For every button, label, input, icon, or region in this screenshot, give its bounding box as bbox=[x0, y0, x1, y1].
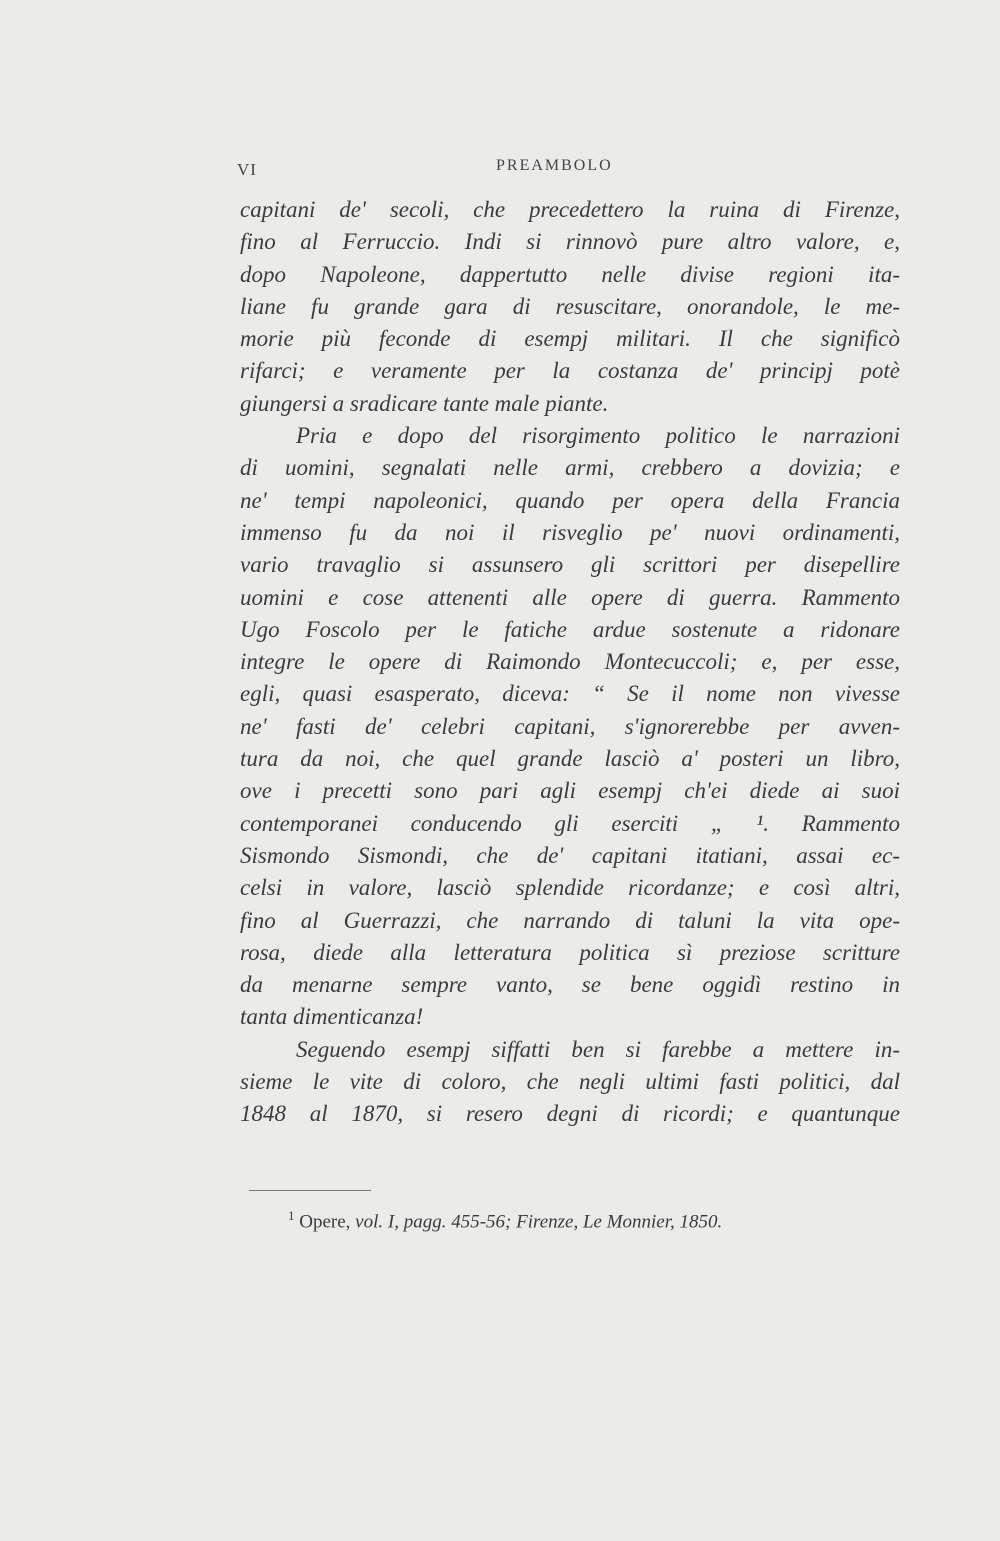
footnote-mark: 1 bbox=[288, 1208, 295, 1223]
text-line: liane fu grande gara di resuscitare, onorandole, le me- bbox=[240, 293, 900, 319]
text-line: capitani de' secoli, che precedettero la ruina di Firenze, bbox=[240, 197, 900, 222]
text-line: ne' tempi napoleonici, quando per opera della Francia bbox=[240, 487, 900, 513]
text-line: morie più feconde di esempj militari. Il che significò bbox=[240, 326, 900, 352]
text-line: 1848 al 1870, si resero degni di ricordi; e quantunque bbox=[240, 1101, 900, 1127]
text-line: contemporanei conducendo gli eserciti „ ¹. Rammento bbox=[240, 810, 900, 836]
footnote-citation: vol. I, pagg. 455-56; Firenze, Le Monnier, 1850. bbox=[350, 1211, 723, 1233]
body-text bbox=[240, 194, 900, 1131]
text-line: sieme le vite di coloro, che negli ultimi fasti politici, dal bbox=[240, 1069, 900, 1095]
text-line: uomini e cose attenenti alle opere di guerra. Rammento bbox=[240, 584, 900, 610]
text-line: Seguendo esempj siffatti ben si farebbe a mettere in- bbox=[296, 1036, 900, 1062]
text-line: tanta dimenticanza! bbox=[240, 1004, 424, 1030]
text-line: integre le opere di Raimondo Montecuccoli; e, per esse, bbox=[240, 649, 900, 675]
text-line: fino al Guerrazzi, che narrando di taluni la vita ope- bbox=[240, 907, 900, 933]
footnote-divider bbox=[249, 1190, 371, 1191]
text-line: tura da noi, che quel grande lasciò a' posteri un libro, bbox=[240, 746, 900, 772]
text-line: da menarne sempre vanto, se bene oggidì restino in bbox=[240, 972, 900, 998]
text-line: immenso fu da noi il risveglio pe' nuovi ordinamenti, bbox=[240, 519, 900, 545]
text-line: vario travaglio si assunsero gli scrittori per disepellire bbox=[240, 552, 900, 578]
text-line: celsi in valore, lasciò splendide ricordanze; e così altri, bbox=[240, 875, 900, 901]
text-line: dopo Napoleone, dappertutto nelle divise regioni ita- bbox=[240, 261, 900, 287]
running-head: PREAMBOLO bbox=[496, 157, 613, 174]
text-line: egli, quasi esasperato, diceva: “ Se il nome non vivesse bbox=[240, 681, 900, 707]
text-line: Pria e dopo del risorgimento politico le narrazioni bbox=[296, 423, 900, 449]
text-line: di uomini, segnalati nelle armi, crebbero a dovizia; e bbox=[240, 455, 900, 481]
text-line: Sismondo Sismondi, che de' capitani itatiani, assai ec- bbox=[240, 842, 900, 868]
page-number: VI bbox=[237, 160, 257, 179]
text-line: rifarci; e veramente per la costanza de' principj potè bbox=[240, 358, 900, 384]
text-line: giungersi a sradicare tante male piante. bbox=[240, 390, 609, 416]
text-line: Ugo Foscolo per le fatiche ardue sostenute a ridonare bbox=[240, 616, 900, 642]
text-line: ne' fasti de' celebri capitani, s'ignorerebbe per avven- bbox=[240, 713, 900, 739]
text-line: ove i precetti sono pari agli esempj ch'ei diede ai suoi bbox=[240, 778, 900, 804]
text-line: fino al Ferruccio. Indi si rinnovò pure altro valore, e, bbox=[240, 229, 900, 255]
footnote-title: Opere, bbox=[299, 1211, 351, 1233]
footnote bbox=[288, 1208, 722, 1233]
text-line: rosa, diede alla letteratura politica sì preziose scritture bbox=[240, 939, 900, 965]
